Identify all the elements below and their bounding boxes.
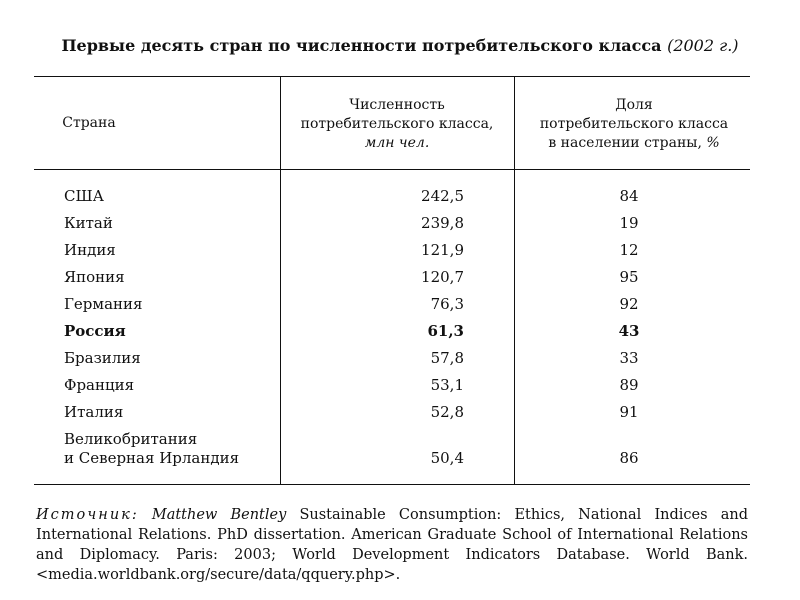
table-bottom-rule xyxy=(34,484,750,485)
header-bottom-rule xyxy=(34,169,750,170)
share-cell: 43 xyxy=(618,322,640,340)
country-cell: Италия xyxy=(64,403,124,421)
share-cell: 12 xyxy=(619,241,639,259)
header-share: Доля потребительского класса в населении страны, % xyxy=(539,97,729,151)
share-cell: 86 xyxy=(619,449,639,467)
country-cell: Франция xyxy=(64,376,135,394)
header-country: Страна xyxy=(62,115,116,131)
source-label: Источник: xyxy=(36,507,139,523)
country-cell: Германия xyxy=(64,295,143,313)
share-cell: 91 xyxy=(619,403,639,421)
number-cell: 61,3 xyxy=(427,322,464,340)
table-top-rule xyxy=(34,76,750,77)
country-cell: Япония xyxy=(64,268,125,286)
source-author: Matthew Bentley xyxy=(151,507,287,523)
number-cell: 57,8 xyxy=(430,349,464,367)
source-note xyxy=(36,505,748,585)
number-cell: 50,4 xyxy=(430,449,464,467)
number-cell: 52,8 xyxy=(430,403,464,421)
country-cell: Великобритания и Северная Ирландия xyxy=(64,430,240,467)
number-cell: 239,8 xyxy=(421,214,464,232)
country-cell: Бразилия xyxy=(64,349,141,367)
country-cell: Китай xyxy=(64,214,113,232)
number-cell: 53,1 xyxy=(430,376,464,394)
header-number: Численность потребительского класса, млн чел. xyxy=(300,97,494,151)
country-cell: США xyxy=(64,187,104,205)
source-text: Sustainable Consumption: Ethics, National Indices and International Relations. PhD dissertation. American Graduate School of International Relations and Diplomacy. Paris: 2003; World Development Indicators Database. World Bank. <media.worldbank.org/secure/data/qquery.php>. xyxy=(36,507,748,583)
share-cell: 92 xyxy=(619,295,639,313)
column-divider-2 xyxy=(514,76,515,484)
share-cell: 84 xyxy=(619,187,639,205)
share-cell: 89 xyxy=(619,376,639,394)
title-text: Первые десять стран по численности потребительского класса xyxy=(61,36,662,55)
share-cell: 33 xyxy=(619,349,639,367)
share-cell: 95 xyxy=(619,268,639,286)
country-cell: Индия xyxy=(64,241,116,259)
table-title xyxy=(0,36,800,55)
number-cell: 121,9 xyxy=(421,241,464,259)
country-cell: Россия xyxy=(64,322,126,340)
share-cell: 19 xyxy=(619,214,639,232)
title-year: (2002 г.) xyxy=(667,36,739,55)
number-cell: 242,5 xyxy=(421,187,464,205)
number-cell: 76,3 xyxy=(430,295,464,313)
number-cell: 120,7 xyxy=(421,268,464,286)
